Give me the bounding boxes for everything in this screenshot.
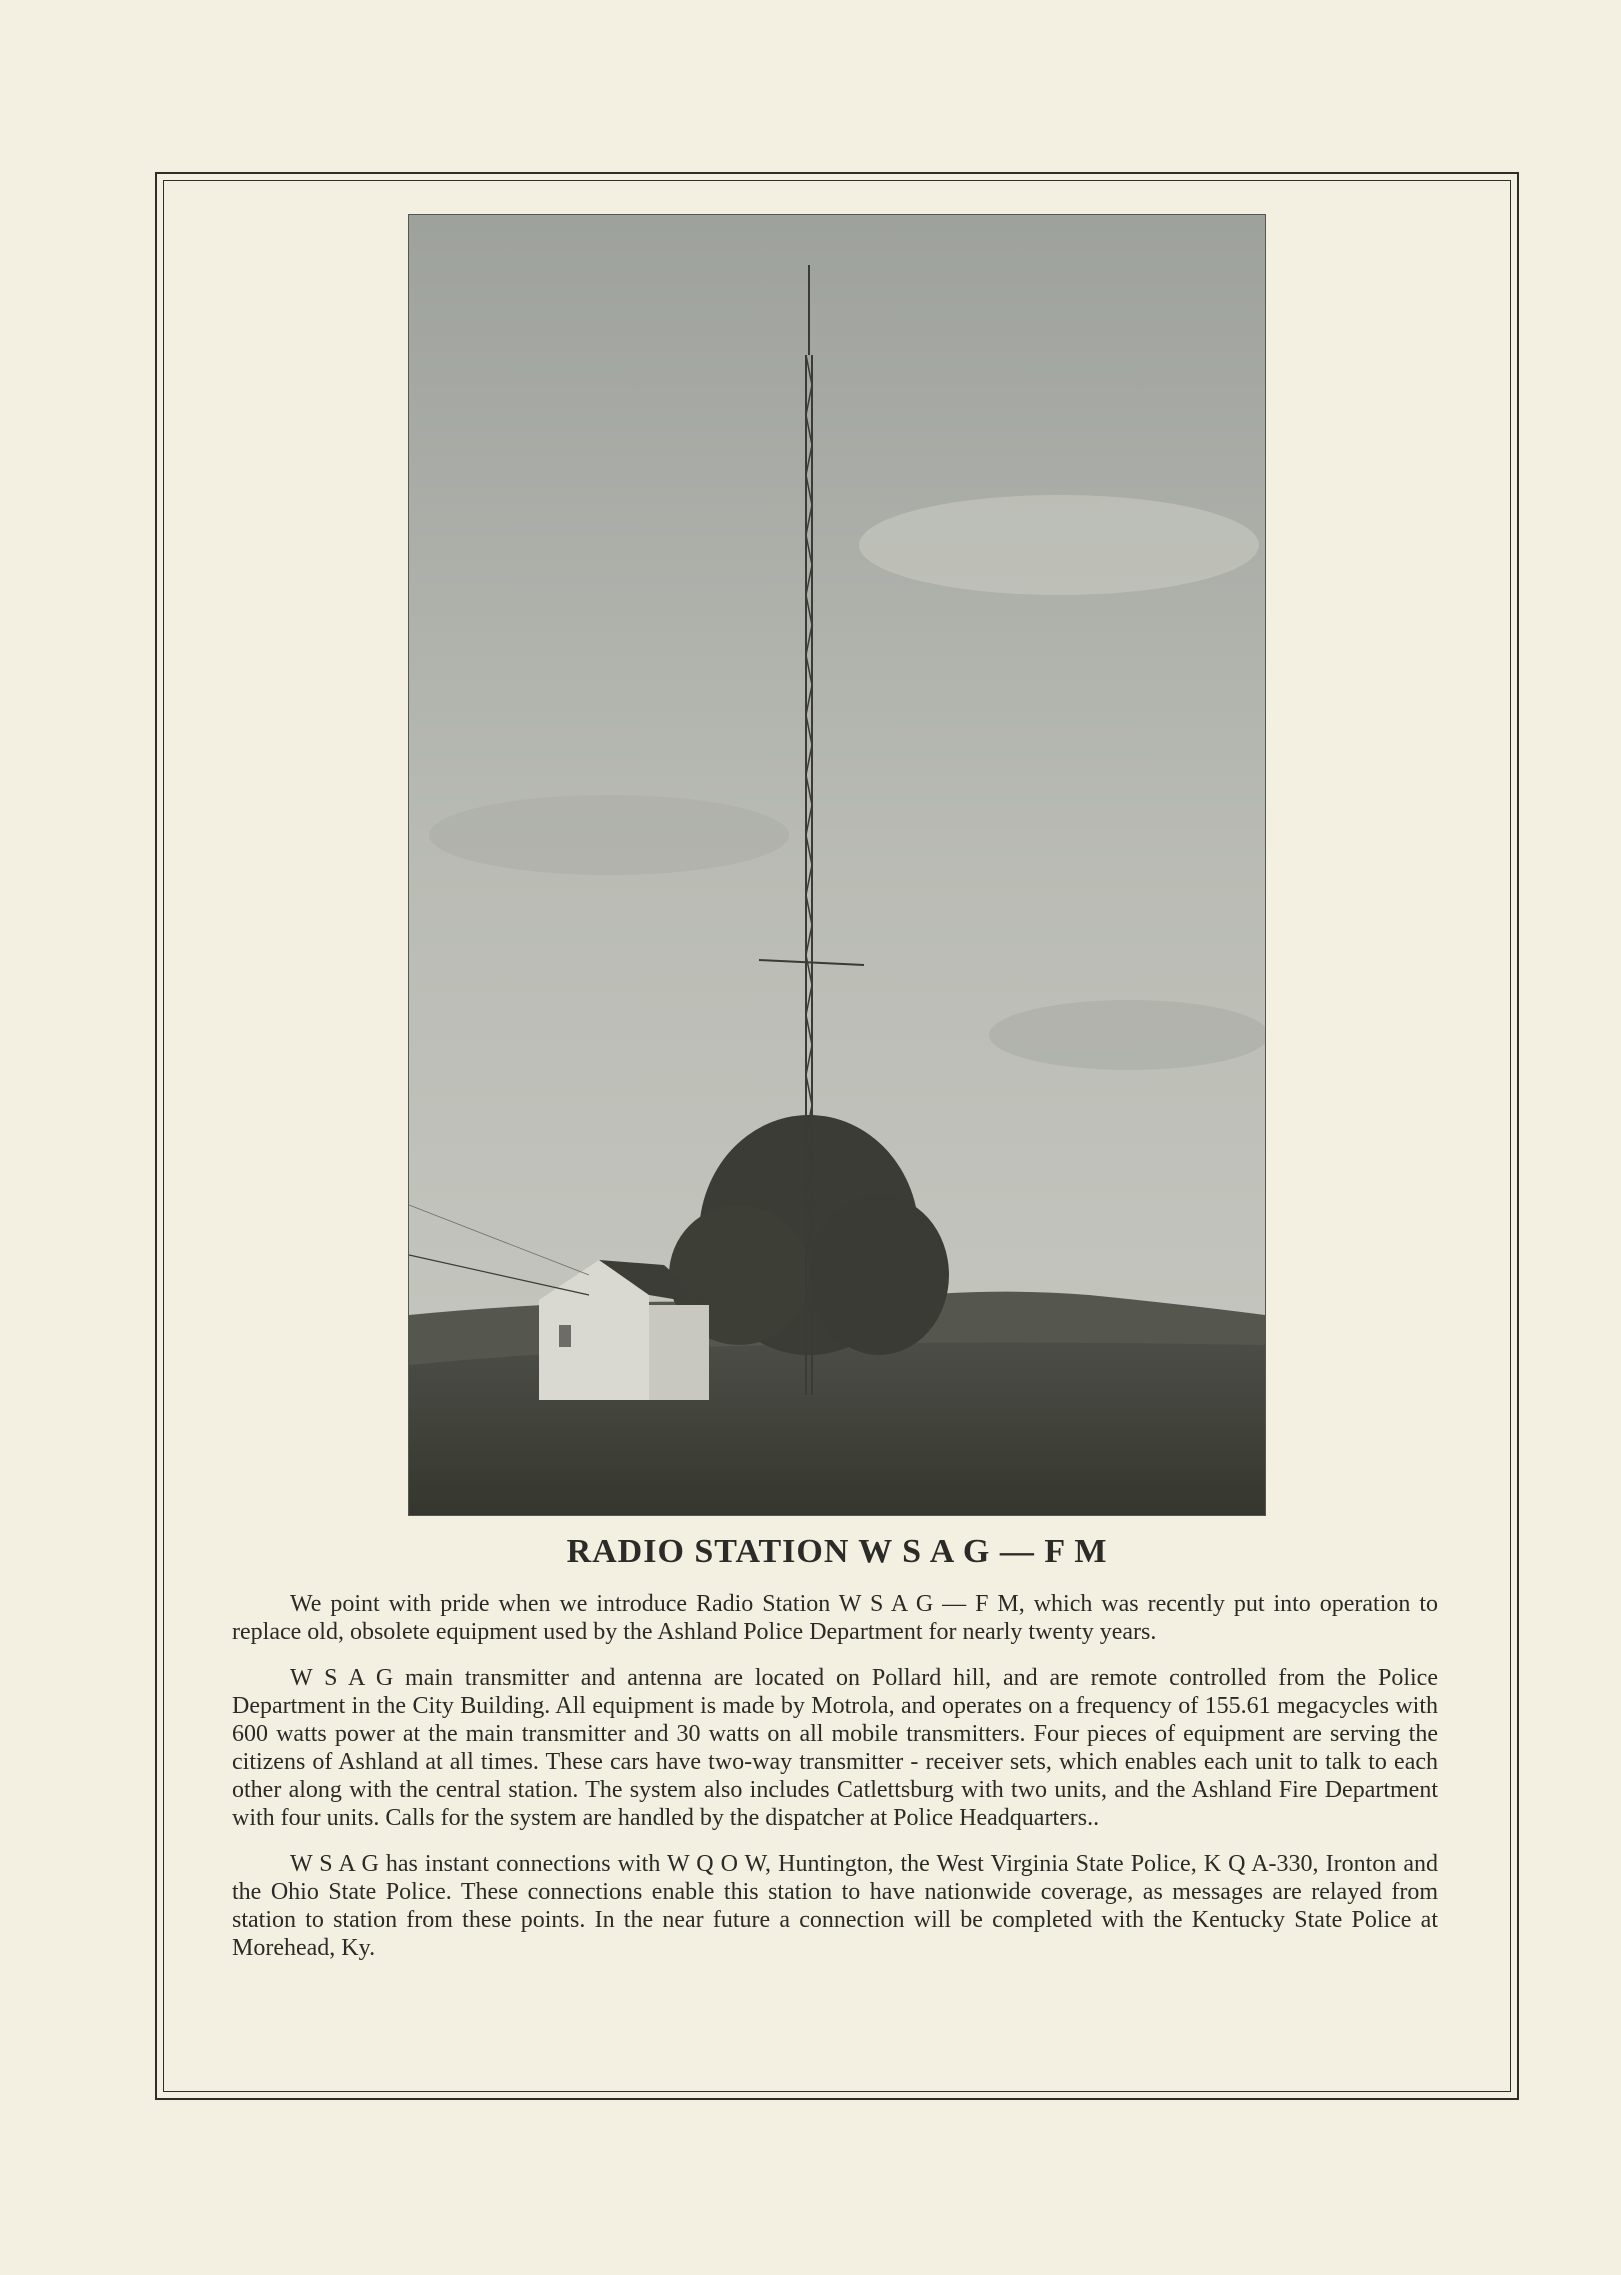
radio-tower-photo: [408, 214, 1266, 1516]
paragraph-equipment: W S A G main transmitter and antenna are located on Pollard hill, and are remote controlled from the Police Department in the City Building. All equipment is made by Motrola, and operates on a frequency of 155.61 megacycles with 600 watts power at the main transmitter and 30 watts on all mobile transmitters. Four pieces of equipment are serving the citizens of Ashland at all times. These cars have two-way transmitter - receiver sets, which enables each unit to talk to each other along with the central station. The system also includes Catlettsburg with two units, and the Ashland Fire Department with four units. Calls for the system are handled by the dispatcher at Police Headquarters..: [232, 1665, 1438, 1831]
radio-tower-illustration: [409, 215, 1265, 1515]
article-body: [232, 1590, 1438, 1980]
paragraph-connections: W S A G has instant connections with W Q O W, Huntington, the West Virginia State Police, K Q A-330, Ironton and the Ohio State Police. These connections enable this station to have nationwide coverage, as messages are relayed from station to station from these points. In the near future a connection will be completed with the Kentucky State Police at Morehead, Ky.: [232, 1851, 1438, 1961]
paragraph-intro: We point with pride when we introduce Radio Station W S A G — F M, which was recently put into operation to replace old, obsolete equipment used by the Ashland Police Department for nearly twenty years.: [232, 1591, 1438, 1645]
article-title: RADIO STATION W S A G — F M: [566, 1533, 1108, 1570]
